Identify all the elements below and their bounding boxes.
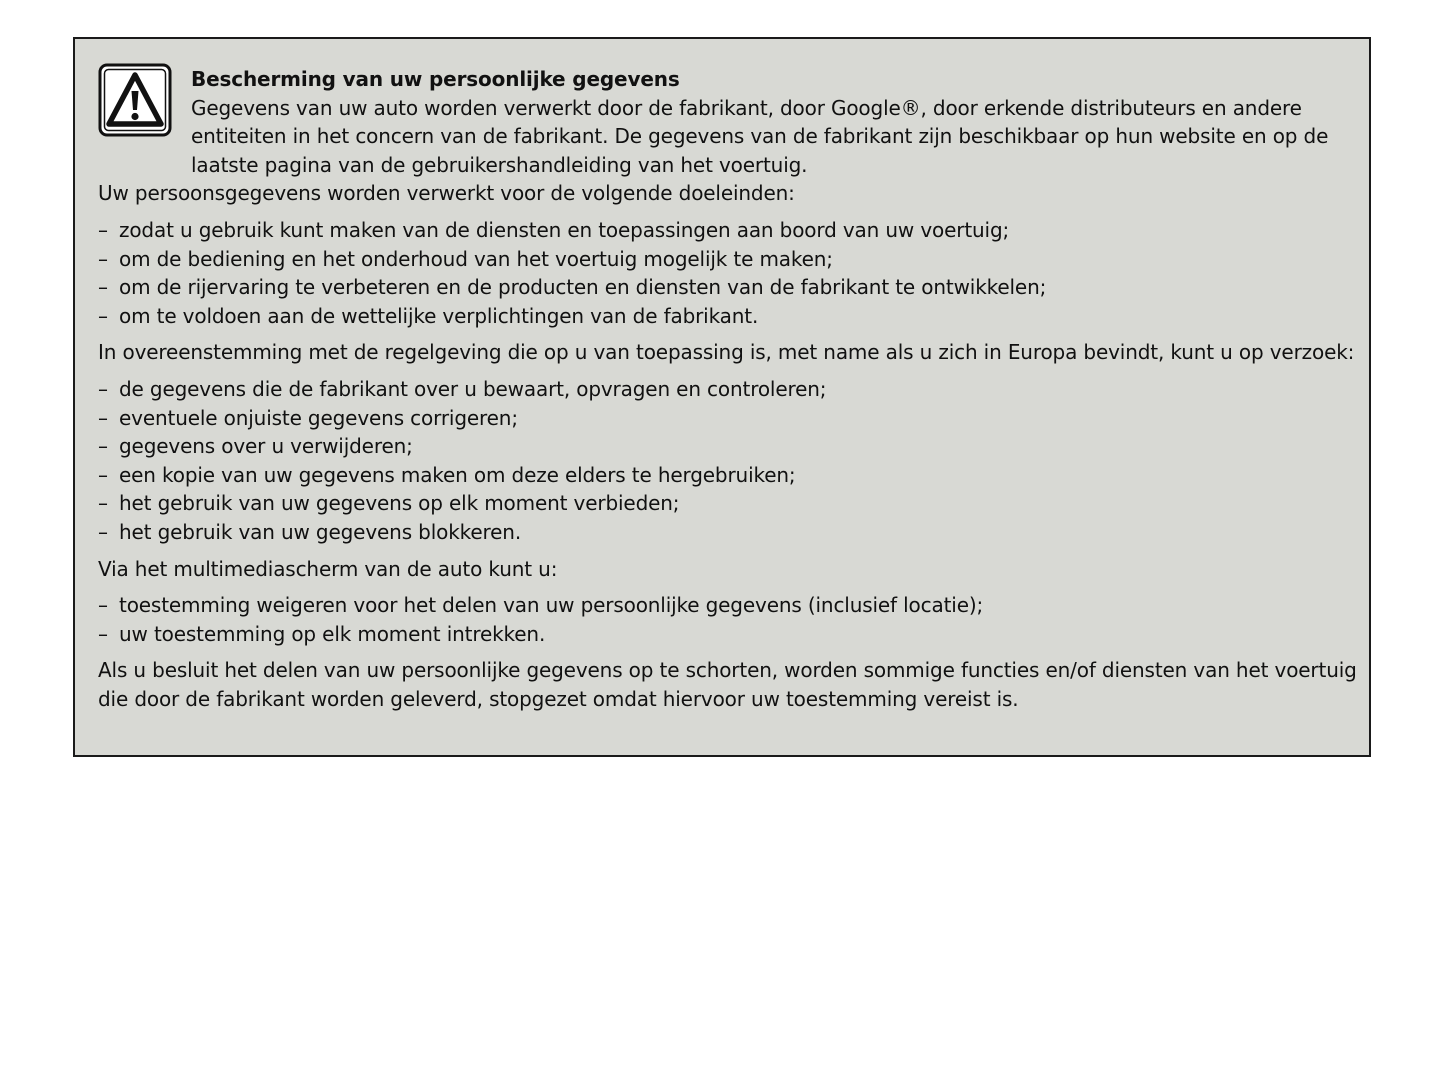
- list-item: [98, 375, 1358, 404]
- warning-triangle-icon: [98, 63, 172, 137]
- list-item-text: uw toestemming op elk moment intrekken.: [119, 621, 546, 646]
- notice-content: [98, 65, 1358, 713]
- dash-marker: –: [98, 275, 108, 300]
- list-item-text: een kopie van uw gegevens maken om deze elders te hergebruiken;: [119, 462, 796, 487]
- list-item-text: zodat u gebruik kunt maken van de diensten en toepassingen aan boord van uw voertuig;: [119, 217, 1010, 242]
- list-item-text: eventuele onjuiste gegevens corrigeren;: [119, 405, 518, 430]
- list-item: [98, 216, 1358, 245]
- notice-intro: Gegevens van uw auto worden verwerkt door de fabrikant, door Google®, door erkende distributeurs en andere entiteiten in het concern van de fabrikant. De gegevens van de fabrikant zijn beschikbaar op hun website en op de laatste pagina van de gebruikershandleiding van het voertuig.: [191, 95, 1329, 177]
- list-item: [98, 461, 1358, 490]
- dash-marker: –: [98, 519, 108, 544]
- rights-intro: In overeenstemming met de regelgeving die op u van toepassing is, met name als u zich in Europa bevindt, kunt u op verzoek:: [98, 340, 1355, 365]
- list-item-text: de gegevens die de fabrikant over u bewaart, opvragen en controleren;: [119, 376, 827, 401]
- dash-marker: –: [98, 303, 108, 328]
- purposes-list: [98, 216, 1358, 330]
- list-item-text: om de rijervaring te verbeteren en de producten en diensten van de fabrikant te ontwikkelen;: [119, 275, 1047, 300]
- list-item: [98, 620, 1358, 649]
- multimedia-list: [98, 591, 1358, 648]
- list-item-text: gegevens over u verwijderen;: [119, 434, 413, 459]
- list-item: [98, 273, 1358, 302]
- closing-paragraph: Als u besluit het delen van uw persoonlijke gegevens op te schorten, worden sommige functies en/of diensten van het voertuig die door de fabrikant worden geleverd, stopgezet omdat hiervoor uw toestemming vereist is.: [98, 658, 1357, 711]
- list-item: [98, 489, 1358, 518]
- dash-marker: –: [98, 246, 108, 271]
- multimedia-intro: Via het multimediascherm van de auto kunt u:: [98, 556, 558, 581]
- dash-marker: –: [98, 593, 108, 618]
- dash-marker: –: [98, 621, 108, 646]
- dash-marker: –: [98, 462, 108, 487]
- list-item: [98, 245, 1358, 274]
- warning-block: [98, 65, 1358, 179]
- rights-list: [98, 375, 1358, 547]
- list-item: [98, 518, 1358, 547]
- list-item: [98, 432, 1358, 461]
- dash-marker: –: [98, 434, 108, 459]
- list-item-text: om de bediening en het onderhoud van het voertuig mogelijk te maken;: [119, 246, 833, 271]
- list-item-text: toestemming weigeren voor het delen van uw persoonlijke gegevens (inclusief locatie);: [119, 593, 984, 618]
- list-item: [98, 302, 1358, 331]
- dash-marker: –: [98, 405, 108, 430]
- list-item: [98, 591, 1358, 620]
- list-item: [98, 404, 1358, 433]
- privacy-notice-box: [73, 37, 1371, 757]
- list-item-text: het gebruik van uw gegevens op elk moment verbieden;: [119, 491, 680, 516]
- dash-marker: –: [98, 376, 108, 401]
- purposes-intro: Uw persoonsgegevens worden verwerkt voor de volgende doeleinden:: [98, 181, 795, 206]
- dash-marker: –: [98, 491, 108, 516]
- notice-title: Bescherming van uw persoonlijke gegevens: [191, 67, 680, 91]
- dash-marker: –: [98, 217, 108, 242]
- list-item-text: om te voldoen aan de wettelijke verplichtingen van de fabrikant.: [119, 303, 759, 328]
- list-item-text: het gebruik van uw gegevens blokkeren.: [119, 519, 522, 544]
